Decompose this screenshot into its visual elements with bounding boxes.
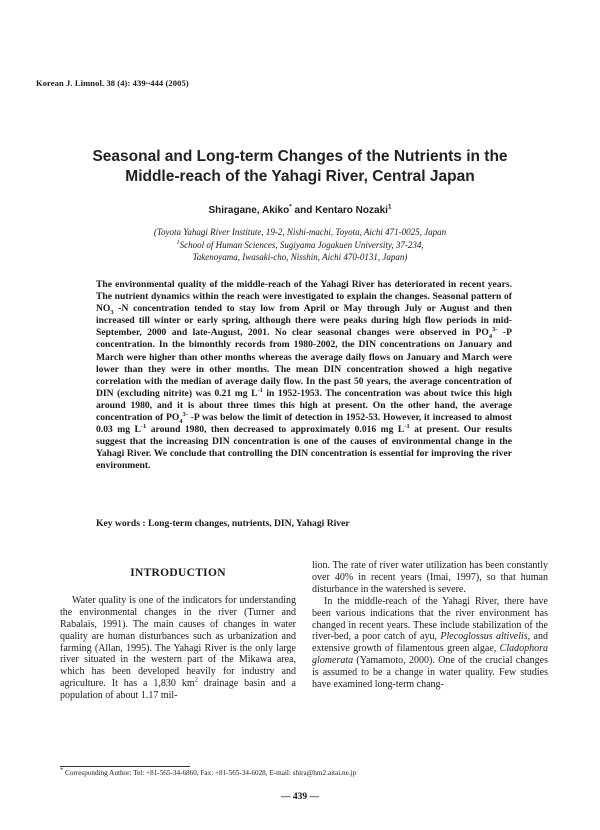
left-column — [60, 560, 296, 702]
affiliation-mark: 1 — [176, 238, 180, 246]
abstract-sup-4: 3- — [182, 410, 188, 418]
footnote-divider — [60, 766, 190, 767]
page-number: — 439 — — [281, 792, 319, 802]
species-name-ayu: Plecoglossus altivelis — [440, 631, 528, 643]
species-name-cladophora: Cladophora glomerata — [312, 643, 548, 667]
abstract-sub-2: 4 — [488, 333, 493, 341]
abstract-sup-2: 3- — [492, 326, 498, 334]
author-1-mark: * — [289, 203, 292, 211]
author-2-mark: 1 — [387, 203, 392, 211]
abstract-sub-1: 3 — [110, 309, 114, 317]
abstract-text-5: -P was below the limit of detection in 1952-53. However, it increased to almost 0.03 mg L — [96, 412, 512, 436]
footnote — [60, 766, 560, 777]
right-column — [312, 560, 548, 691]
section-heading-introduction: INTRODUCTION — [130, 567, 226, 579]
author-2: Kentaro Nozaki — [315, 205, 388, 216]
affiliation-line-3: Takenoyama, Iwasaki-cho, Nisshin, Aichi 470-0131, Japan) — [192, 252, 408, 262]
abstract-text-7: at present. Our results suggest that the increasing DIN concentration is one of the causes of environmental change in the Yahagi River. We conclude that controlling the DIN concentration is essential for improving the river environment. — [96, 424, 512, 472]
intro-paragraph-1-continued: lion. The rate of river water utilization has been constantly over 40% in recent years (Imai, 1997), so that human disturbance in the watershed is severe. — [312, 560, 548, 595]
abstract-text-3: -P concentration. In the bimonthly records from 1980-2002, the DIN concentrations on January and March were higher than other months whereas the average daily flows on January and March were lower than they were in other months. The mean DIN concentration showed a high negative correlation with the median of average daily flow. In the past 50 years, the average concentration of DIN (excluding nitrite) was 0.21 mg L — [96, 327, 512, 399]
title-line-2: Middle-reach of the Yahagi River, Central Japan — [125, 168, 475, 185]
abstract — [96, 279, 512, 473]
article-title — [40, 147, 560, 187]
affiliations — [60, 226, 540, 264]
intro-paragraph-2-text-a: In the middle-reach of the Yahagi River, there have been various indications that the river environment has changed in recent years. These include stabilization of the river-bed, a poor catch of ayu, — [312, 595, 548, 643]
abstract-sub-4: 4 — [179, 417, 183, 425]
intro-paragraph-1-end: drainage basin and a population of about 1.17 mil- — [60, 678, 296, 702]
abstract-text-2: -N concentration tended to stay low from April or May through July or August and then increased till winter or early spring, although there were peaks during high flow periods in mid-September, 2000 and late-August, 2001. No clear seasonal changes were observed in PO — [96, 303, 512, 339]
intro-paragraph-2 — [312, 596, 548, 691]
keywords: Key words : Long-term changes, nutrients, DIN, Yahagi River — [96, 518, 350, 529]
intro-paragraph-1 — [60, 595, 296, 702]
author-list — [40, 205, 560, 216]
title-line-1: Seasonal and Long-term Changes of the Nutrients in the — [92, 148, 508, 165]
author-conjunction: and — [291, 205, 316, 216]
author-1: Shiragane, Akiko — [208, 205, 290, 216]
affiliation-line-2 — [60, 239, 540, 252]
abstract-sup-3: -1 — [257, 386, 263, 394]
journal-reference: Korean J. Limnol. 38 (4): 439~444 (2005) — [36, 78, 189, 88]
footnote-text: Corresponding Author: Tel: +81-565-34-6860, Fax: +81-565-34-6028, E-mail: shira@hm2.aitai.ne.jp — [63, 769, 357, 777]
intro-paragraph-2-text-b: , and extensive growth of filamentous green algae, — [312, 631, 548, 655]
abstract-sup-6: -1 — [404, 422, 410, 430]
abstract-text-6: around 1980, then decreased to approximately 0.016 mg L — [146, 424, 405, 436]
abstract-text-1: The environmental quality of the middle-reach of the Yahagi River has deteriorated in recent years. The nutrient dynamics within the reach were investigated to explain the changes. Seasonal pattern of NO — [96, 279, 512, 315]
km-superscript: 2 — [194, 676, 198, 684]
abstract-text-4: in 1952-1953. The concentration was about twice this high around 1980, and it is about three times this high at present. On the other hand, the average concentration of PO — [96, 387, 512, 424]
affiliation-line-1: (Toyota Yahagi River Institute, 19-2, Nishi-machi, Toyota, Aichi 471-0025, Japan — [153, 227, 447, 237]
abstract-sup-5: -1 — [140, 422, 147, 430]
intro-paragraph-1-text: Water quality is one of the indicators for understanding the environmental changes in the river (Turner and Rabalais, 1991). The main causes of changes in water quality are human disturbances such as urbanization and farming (Allan, 1995). The Yahagi River is the only large river situated in the western part of the Mikawa area, which has been developed heavily for industry and agriculture. It has a 1,830 km — [60, 594, 296, 690]
intro-paragraph-2-text-c: (Yamamoto, 2000). One of the crucial changes is assumed to be a change in water quality. Few studies have examined long-term chang- — [312, 655, 548, 691]
footnote-mark: * — [60, 766, 64, 774]
affiliation-line-2-text: School of Human Sciences, Sugiyama Jogakuen University, 37-234, — [179, 239, 424, 250]
